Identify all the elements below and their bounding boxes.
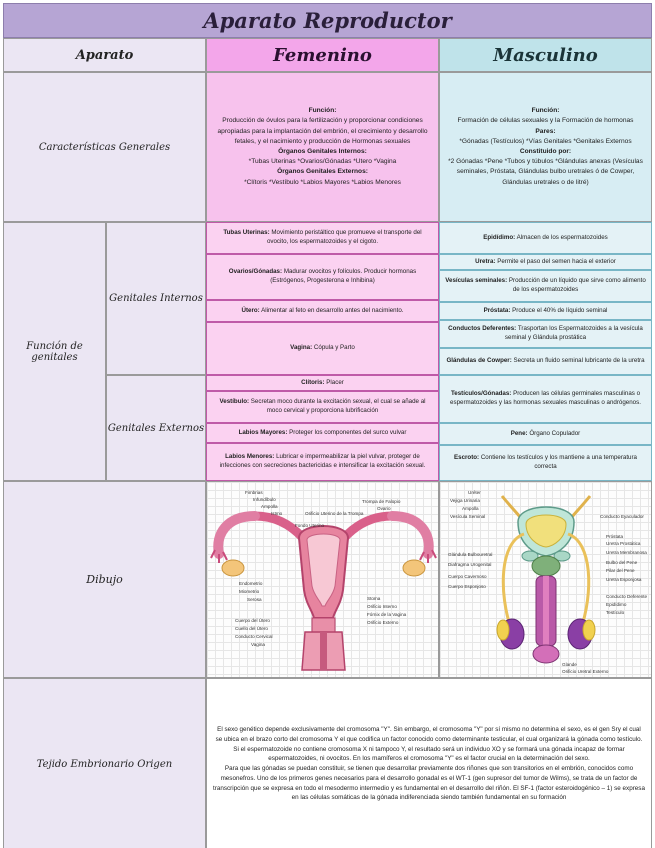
organ-name: Útero:	[241, 306, 260, 314]
header-aparato: Aparato	[3, 38, 206, 72]
mas-label-diafragma: Diafragma Urogenital	[448, 562, 492, 567]
organ-desc: Permite el paso del semen hacia el exterior	[497, 257, 616, 265]
tejido-embrionario-text	[206, 678, 652, 848]
fem-label-orificio-interno: Orificio Interno	[367, 604, 397, 609]
mas-label-pilar-pene: Pilar del Pene	[606, 568, 635, 573]
male-anatomy-drawing	[439, 481, 652, 678]
mas-label-glandula-bulbouretral: Glándula Bulbouretral	[448, 552, 493, 557]
fem-label-stoma: Stoma	[367, 596, 381, 601]
page-title: Aparato Reproductor	[3, 3, 652, 38]
tejido-paragraph-2: Para que las gónadas se puedan constituir, se tienen que desarrollar previamente dos riñones que son transitorios en el embrión, conocidos como mesonefros. Uno de los primeros genes necesarios para el desarrollo gonadal es el WT-1 (gen supresor del tumor de Wilms), se trata de un factor de transcripción que se expresa en todo el mesodermo intermedio y es fundamental en el desarrollo del riñón. El SF-1 (factor esteroidogénico – 1) se expresa en las células somáticas de la gónada indiferenciada siendo también fundamental en su formación	[213, 765, 645, 802]
label-tejido: Tejido Embrionario Origen	[3, 678, 206, 848]
mas-general	[439, 72, 652, 222]
mas-ext-testiculos	[439, 375, 652, 423]
fem-label-orificio-trompa: Orificio Uterino de la Trompa	[305, 511, 364, 516]
fem-int-ovarios	[206, 254, 439, 300]
fem-int-utero	[206, 300, 439, 322]
fem-ext-labios-menores	[206, 443, 439, 481]
label-genitales-externos: Genitales Externos	[106, 375, 206, 481]
organ-name: Epidídimo:	[483, 233, 516, 241]
organ-desc: Secretan moco durante la excitación sexual, el cual se añade al moco cervical y proporciona lubrificación	[250, 398, 426, 414]
label-funcion-genitales: Función de genitales	[3, 222, 106, 481]
organ-name: Uretra:	[475, 257, 496, 265]
organ-name: Escroto:	[454, 454, 480, 462]
organ-name: Labios Menores:	[225, 453, 275, 461]
mas-label-vesicula: Vesícula Seminal	[450, 514, 486, 519]
mas-label-conducto-eyaculador: Conducto Eyaculador	[600, 514, 644, 519]
mas-const-text: *2 Gónadas *Pene *Tubos y túbulos *Glándulas anexas (Vesículas seminales, Próstata, Glándulas bulbo uretrales ó de Cowper, Glándulas uretrales o de litré)	[448, 158, 643, 186]
organ-name: Conductos Deferentes:	[448, 325, 517, 333]
organ-name: Tubas Uterinas:	[223, 229, 270, 237]
mas-int-vesiculas	[439, 270, 652, 302]
fem-label-infundibulo: Infundíbulo	[253, 497, 276, 502]
organ-desc: Secreta un fluido seminal lubricante de la uretra	[513, 357, 645, 364]
mas-label-testiculo: Testículo	[606, 610, 625, 615]
fem-label-trompa: Trompa de Falopio	[362, 499, 401, 504]
fem-label-orificio-externo: Orificio Externo	[367, 620, 399, 625]
mas-label-vejiga: Vejiga Urinaria	[450, 498, 480, 503]
fem-label-cuerpo-utero: Cuerpo del Útero	[235, 618, 270, 623]
organ-desc: Trasportan los Espermatozoides a la vesícula seminal y Glándula prostática	[504, 325, 643, 341]
organ-desc: Producción de un líquido que sirve como alimento de los espermatozoides	[508, 277, 646, 293]
fem-label-miometrio: Miometrio	[239, 589, 260, 594]
fem-ext-vestibulo	[206, 391, 439, 423]
mas-pares-text: *Gónadas (Testículos) *Vías Genitales *Genitales Externos	[459, 137, 632, 145]
mas-int-cowper	[439, 348, 652, 375]
mas-funcion-text: Formación de células sexuales y la Formación de hormonas	[457, 117, 634, 125]
mas-label-uretra-membranosa: Uretra Membranosa	[606, 550, 647, 555]
organ-name: Vagina:	[290, 344, 313, 351]
mas-label-bulbo-pene: Bulbo del Pene	[606, 560, 638, 565]
header-masculino: Masculino	[439, 38, 652, 72]
mas-pares-heading: Pares:	[535, 127, 556, 135]
organ-name: Clítoris:	[301, 378, 325, 386]
tejido-paragraph-1: El sexo genético depende exclusivamente del cromosoma "Y". Sin embargo, el cromosoma "Y" por sí mismo no determina el sexo, es el gen Sry el cual se ubica en el brazo corto del cromosoma Y el que codifica un factor conocido como determinante testicular, el cual organizará la gónada como testículo. Si el espermatozoide no contiene cromosoma X ni tampoco Y, el resultado será un individuo XO y se formará una gónada incapaz de formar espermatozoides, ni ovocitos. En los mamíferos el cromosoma "Y" es el factor crucial en la determinación del sexo.	[215, 726, 643, 763]
header-femenino: Femenino	[206, 38, 439, 72]
fem-ext-labios-mayores	[206, 423, 439, 443]
organ-desc: Producen las células germinales masculinas o espermatozoides y las hormonas sexuales masculinas o andrógenos.	[450, 390, 641, 406]
fem-label-endometrio: Endometrio	[239, 581, 263, 586]
mas-int-uretra	[439, 254, 652, 270]
mas-label-ureter: Uréter	[468, 490, 481, 495]
organ-name: Vestíbulo:	[219, 398, 250, 406]
mas-int-deferentes	[439, 320, 652, 348]
mas-int-prostata	[439, 302, 652, 320]
organ-desc: Lubricar e impermeabilizar la piel vulvar, proteger de infecciones con secreciones bactericidas e intensificar la excitación sexual.	[219, 453, 426, 469]
label-caracteristicas: Características Generales	[3, 72, 206, 222]
female-anatomy-drawing	[206, 481, 439, 678]
mas-const-heading: Constituido por:	[519, 148, 572, 155]
organ-desc: Alimentar al feto en desarrollo antes del nacimiento.	[261, 306, 404, 314]
fem-label-serosa: Serosa	[247, 597, 262, 602]
organ-name: Pene:	[510, 429, 528, 437]
fem-label-conducto-cervical: Conducto Cervical	[235, 634, 273, 639]
fem-internos-text: *Tubas Uterinas *Ovarios/Gónadas *Utero *Vagina	[248, 158, 397, 166]
mas-ext-pene	[439, 423, 652, 445]
mas-label-glande: Glande	[562, 662, 577, 667]
organ-name: Testículos/Gónadas:	[450, 390, 512, 398]
organ-name: Glándulas de Cowper:	[446, 357, 512, 364]
label-dibujo: Dibujo	[3, 481, 206, 678]
mas-label-conducto-deferente: Conducto Deferente	[606, 594, 648, 599]
fem-int-vagina	[206, 322, 439, 375]
fem-label-ampolla: Ampolla	[261, 504, 278, 509]
organ-desc: Placer	[326, 378, 344, 386]
fem-label-cuello-utero: Cuello del Útero	[235, 626, 268, 631]
organ-name: Labios Mayores:	[238, 428, 288, 436]
fem-label-ovario: Ovario	[377, 506, 391, 511]
fem-label-fimbrias: Fimbrias	[245, 490, 263, 495]
fem-label-istmo: Istmo	[271, 511, 283, 516]
fem-internos-heading: Órganos Genitales Internos:	[278, 148, 367, 155]
label-genitales-internos: Genitales Internos	[106, 222, 206, 375]
mas-label-epididimo: Epidídimo	[606, 602, 627, 607]
mas-label-ampolla: Ampolla	[462, 506, 479, 511]
fem-general	[206, 72, 439, 222]
mas-int-epididimo	[439, 222, 652, 254]
mas-label-cuerpo-esponjoso: Cuerpo Esponjoso	[448, 584, 486, 589]
fem-funcion-text: Producción de óvulos para la fertilización y proporcionar condiciones apropiadas para la implantación del embrión, el crecimiento y desarrollo fetales, y el nacimiento y producción de Hormonas sexuales	[217, 117, 428, 145]
mas-label-uretra-esponjosa: Uretra Esponjosa	[606, 577, 642, 582]
organ-desc: Produce el 40% de líquido seminal	[512, 306, 608, 314]
organ-desc: Movimiento peristáltico que promueve el transporte del ovocito, los espermatozoides y el cigoto.	[266, 229, 422, 245]
organ-desc: Almacen de los espermatozoides	[516, 233, 608, 241]
organ-desc: Proteger los componentes del surco vulvar	[289, 428, 407, 436]
mas-label-uretra-prostatica: Uretra Prostática	[606, 541, 641, 546]
mas-funcion-heading: Función:	[531, 107, 560, 115]
fem-label-fondo-uterino: Fondo Uterino	[295, 523, 325, 528]
organ-desc: Madurar ovocitos y folículos. Producir hormonas (Estrógenos, Progesterona e Inhibina)	[270, 268, 417, 284]
fem-label-vagina: Vagina	[251, 642, 265, 647]
male-illustration	[440, 482, 652, 678]
fem-funcion-heading: Función:	[308, 107, 337, 115]
fem-label-fornix: Fórnix de la Vagina	[367, 612, 407, 617]
mas-label-cuerpo-cavernoso: Cuerpo Cavernoso	[448, 574, 487, 579]
organ-name: Vesículas seminales:	[445, 277, 508, 285]
organ-name: Ovarios/Gónadas:	[228, 268, 283, 276]
organ-desc: Cópula y Parto	[313, 344, 355, 351]
fem-int-tubas	[206, 222, 439, 254]
mas-ext-escroto	[439, 445, 652, 481]
mas-label-prostata: Próstata	[606, 534, 624, 539]
uterus-illustration	[207, 482, 439, 678]
fem-ext-clitoris	[206, 375, 439, 391]
fem-externos-heading: Órganos Genitales Externos:	[277, 168, 368, 176]
organ-name: Próstata:	[483, 306, 511, 314]
mas-label-orificio-uretral: Orificio Uretral Externo	[562, 669, 609, 674]
fem-externos-text: *Clítoris *Vestíbulo *Labios Mayores *Labios Menores	[244, 178, 401, 186]
organ-desc: Contiene los testículos y los mantiene a una temperatura correcta	[480, 454, 637, 470]
organ-desc: Órgano Copulador	[529, 429, 581, 437]
